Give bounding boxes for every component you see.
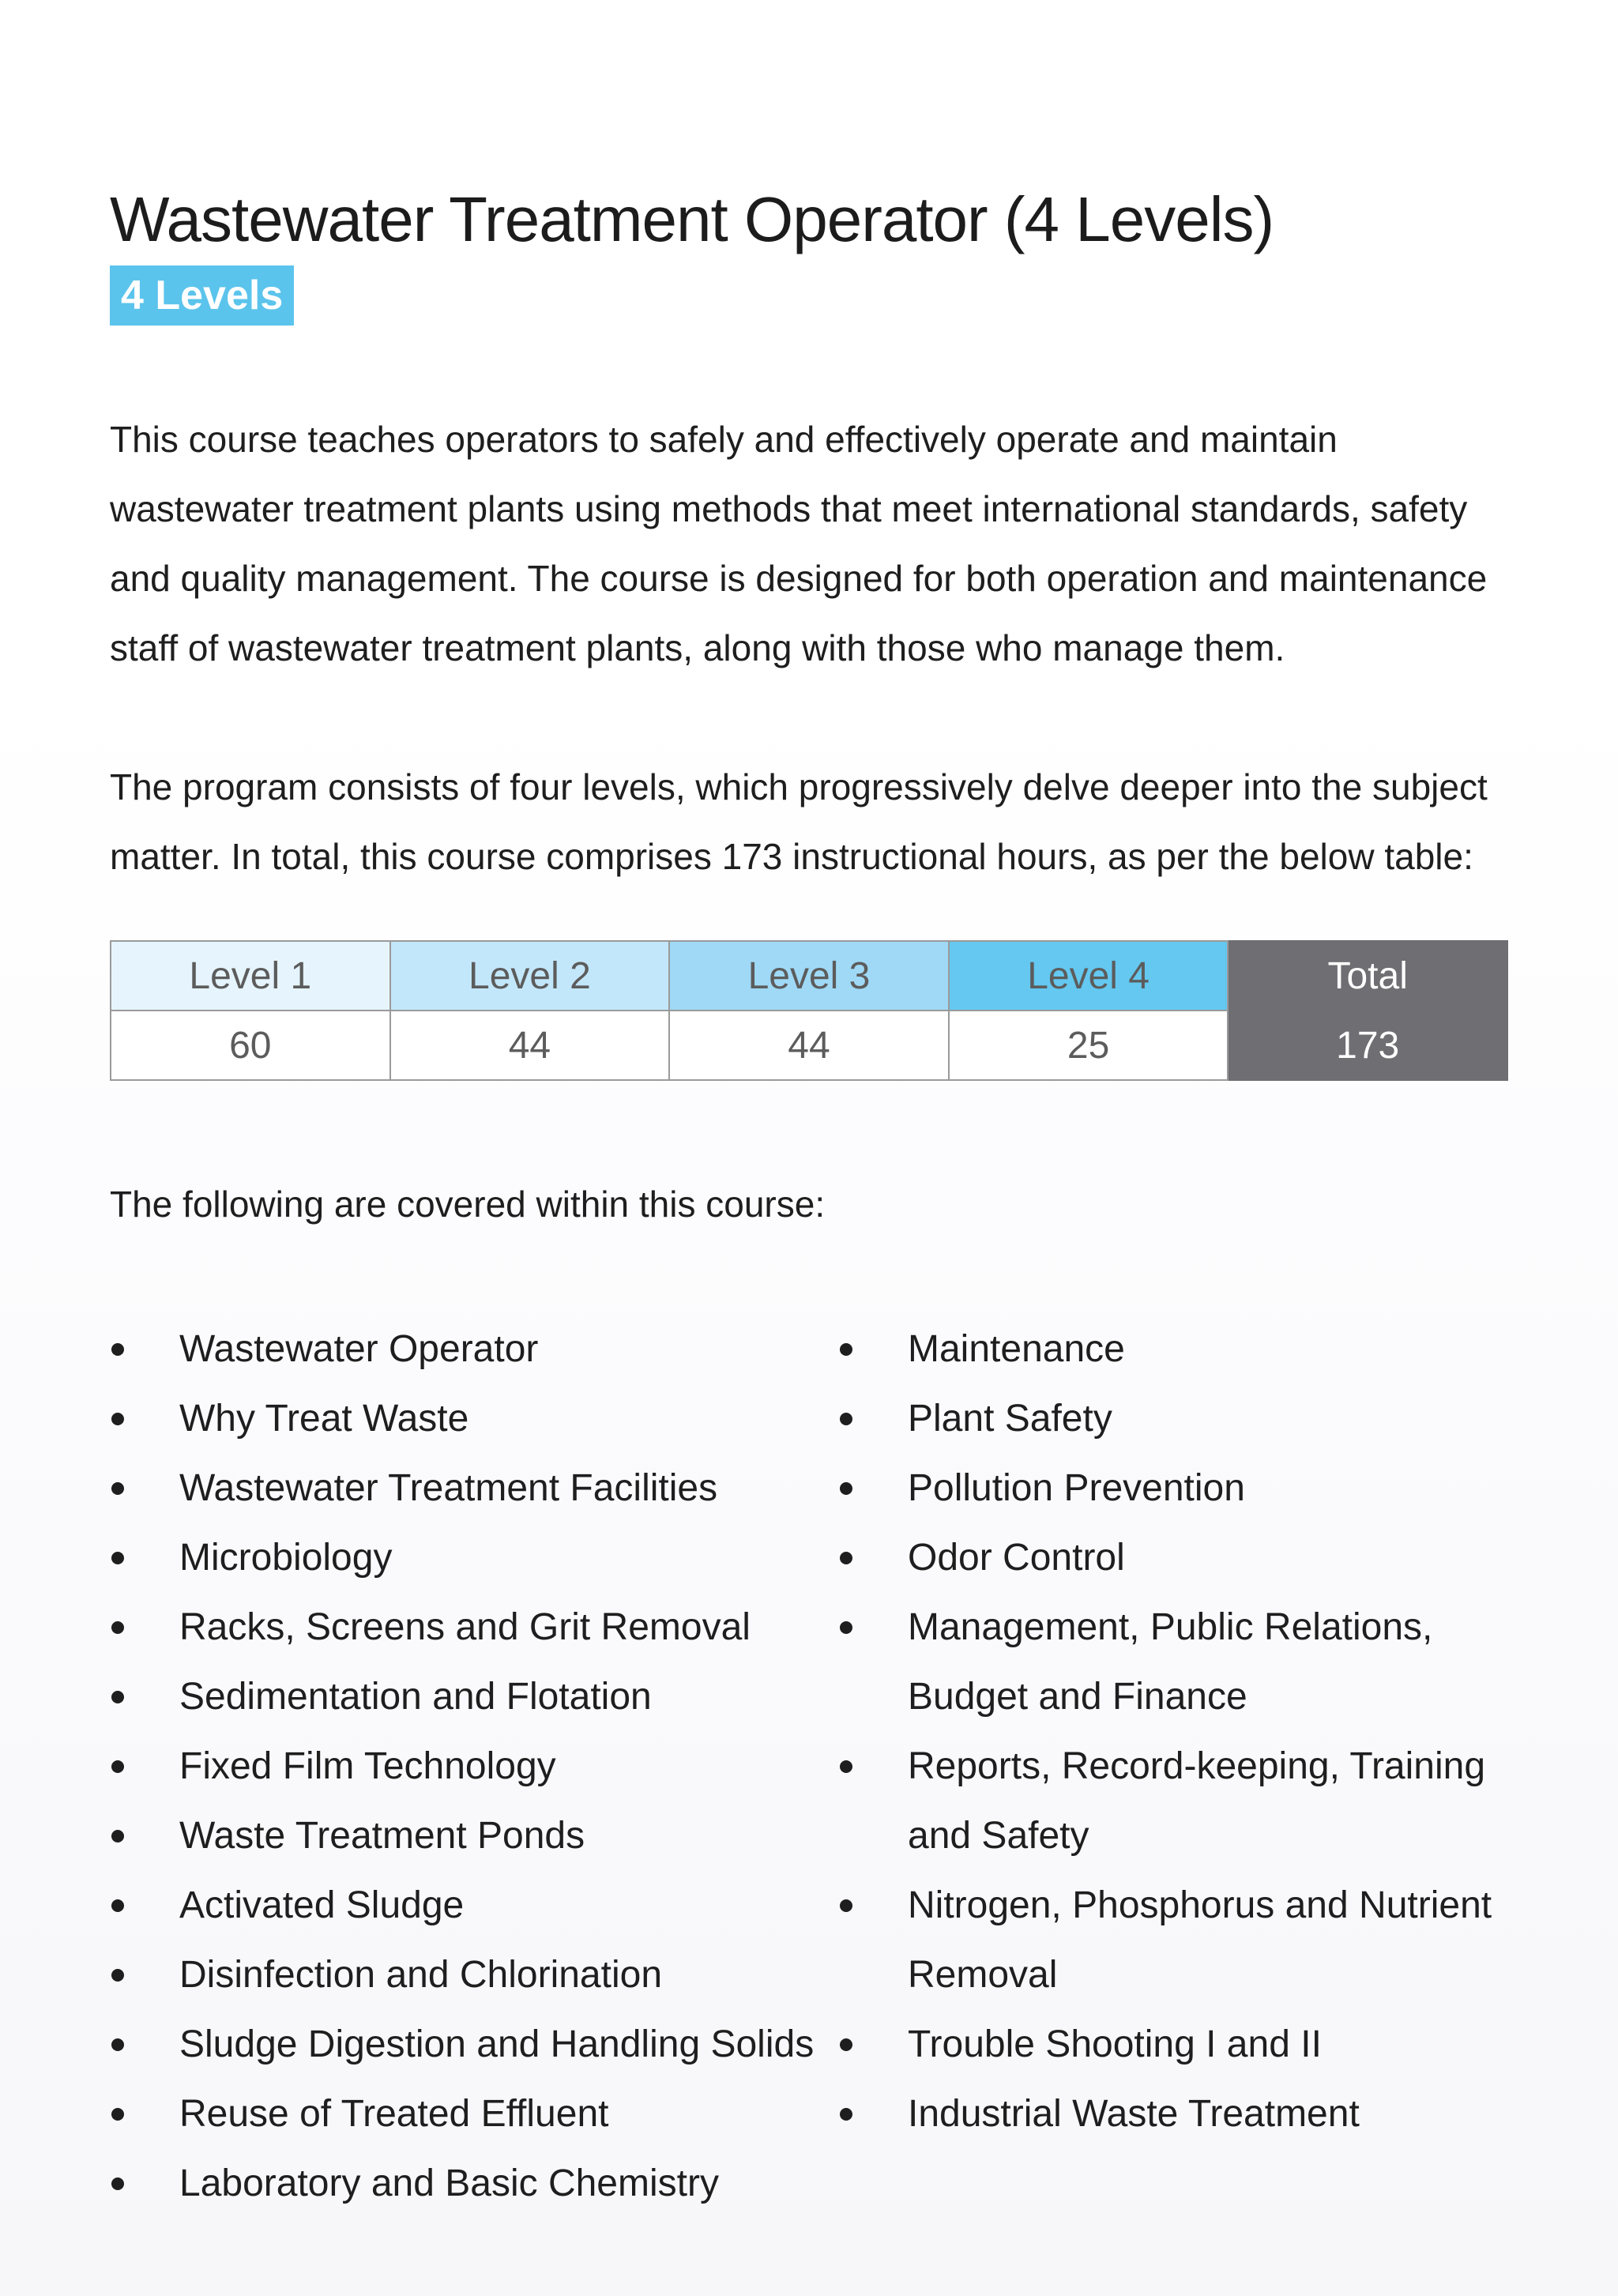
- topic-label: Wastewater Treatment Facilities: [179, 1467, 718, 1509]
- bullet-icon: [840, 1482, 852, 1495]
- topic-label: Reports, Record-keeping, Training and Safety: [908, 1745, 1486, 1857]
- topic-label: Waste Treatment Ponds: [179, 1815, 585, 1857]
- bullet-icon: [111, 1413, 124, 1425]
- topic-label: Laboratory and Basic Chemistry: [179, 2162, 719, 2204]
- bullet-icon: [840, 1760, 852, 1773]
- program-levels-paragraph: The program consists of four levels, which progressively delve deeper into the subject matter. In total, this course comprises 173 instructional hours, as per the below table:: [110, 766, 1488, 877]
- hours-level-4: 25: [949, 1011, 1229, 1080]
- list-item: [838, 1384, 1533, 1454]
- list-item: [838, 1732, 1533, 1871]
- topic-label: Wastewater Operator: [179, 1328, 539, 1370]
- list-item: [838, 1593, 1533, 1732]
- list-item: [110, 1454, 821, 1523]
- course-description-paragraph: This course teaches operators to safely and effectively operate and maintain wastewater treatment plants using methods that meet international standards, safety and quality management. The course is designed for both operation and maintenance staff of wastewater treatment plants, along with those who manage them.: [110, 419, 1488, 668]
- list-item: [838, 1454, 1533, 1523]
- topic-label: Industrial Waste Treatment: [908, 2093, 1360, 2135]
- levels-badge: 4 Levels: [110, 265, 294, 326]
- list-item: [110, 1315, 821, 1384]
- bullet-icon: [840, 1899, 852, 1912]
- list-item: [110, 1732, 821, 1801]
- bullet-icon: [840, 1343, 852, 1356]
- bullet-icon: [111, 1830, 124, 1842]
- list-item: [838, 2080, 1533, 2149]
- hours-table-header-row: [111, 941, 1507, 1011]
- topics-left-column: [110, 1315, 821, 2219]
- topic-label: Fixed Film Technology: [179, 1745, 556, 1787]
- bullet-icon: [111, 1899, 124, 1912]
- bullet-icon: [111, 1343, 124, 1356]
- topics-heading: The following are covered within this course:: [110, 1184, 826, 1225]
- list-item: [110, 2149, 821, 2219]
- list-item: [838, 1523, 1533, 1593]
- list-item: [110, 1940, 821, 2010]
- list-item: [838, 2010, 1533, 2080]
- topic-label: Nitrogen, Phosphorus and Nutrient Removal: [908, 1884, 1492, 1996]
- list-item: [110, 1662, 821, 1732]
- bullet-icon: [840, 1621, 852, 1634]
- bullet-icon: [840, 1552, 852, 1564]
- header-total: Total: [1228, 941, 1507, 1011]
- topics-list: [110, 1315, 1516, 2263]
- hours-level-1: 60: [111, 1011, 390, 1080]
- list-item: [110, 1593, 821, 1662]
- hours-level-3: 44: [669, 1011, 949, 1080]
- hours-level-2: 44: [390, 1011, 670, 1080]
- list-item: [110, 2080, 821, 2149]
- topics-right-column: [838, 1315, 1533, 2149]
- topic-label: Odor Control: [908, 1537, 1125, 1579]
- bullet-icon: [111, 2177, 124, 2190]
- topic-label: Microbiology: [179, 1537, 393, 1579]
- bullet-icon: [111, 1969, 124, 1982]
- topic-label: Trouble Shooting I and II: [908, 2023, 1322, 2065]
- list-item: [110, 2010, 821, 2080]
- topic-label: Plant Safety: [908, 1398, 1112, 1440]
- topic-label: Reuse of Treated Effluent: [179, 2093, 609, 2135]
- list-item: [838, 1315, 1533, 1384]
- topic-label: Racks, Screens and Grit Removal: [179, 1606, 751, 1648]
- topic-label: Sludge Digestion and Handling Solids: [179, 2023, 815, 2065]
- header-level-3: Level 3: [669, 941, 949, 1011]
- hours-total: 173: [1228, 1011, 1507, 1080]
- list-item: [838, 1871, 1533, 2010]
- topic-label: Pollution Prevention: [908, 1467, 1245, 1509]
- bullet-icon: [111, 2108, 124, 2121]
- page-content: [110, 182, 1516, 2263]
- bullet-icon: [840, 2038, 852, 2051]
- header-level-1: Level 1: [111, 941, 390, 1011]
- bullet-icon: [111, 1482, 124, 1495]
- topic-label: Why Treat Waste: [179, 1398, 469, 1440]
- bullet-icon: [111, 2038, 124, 2051]
- bullet-icon: [111, 1691, 124, 1703]
- bullet-icon: [111, 1760, 124, 1773]
- list-item: [110, 1523, 821, 1593]
- instructional-hours-table: [110, 940, 1508, 1081]
- page-title: Wastewater Treatment Operator (4 Levels): [110, 184, 1274, 254]
- header-level-2: Level 2: [390, 941, 670, 1011]
- topic-label: Disinfection and Chlorination: [179, 1954, 663, 1996]
- topic-label: Activated Sludge: [179, 1884, 465, 1926]
- hours-table-values-row: [111, 1011, 1507, 1080]
- list-item: [110, 1801, 821, 1871]
- header-level-4: Level 4: [949, 941, 1229, 1011]
- list-item: [110, 1384, 821, 1454]
- bullet-icon: [111, 1621, 124, 1634]
- bullet-icon: [840, 2108, 852, 2121]
- bullet-icon: [111, 1552, 124, 1564]
- topic-label: Sedimentation and Flotation: [179, 1676, 652, 1718]
- bullet-icon: [840, 1413, 852, 1425]
- list-item: [110, 1871, 821, 1940]
- topic-label: Management, Public Relations, Budget and Finance: [908, 1606, 1433, 1718]
- topic-label: Maintenance: [908, 1328, 1125, 1370]
